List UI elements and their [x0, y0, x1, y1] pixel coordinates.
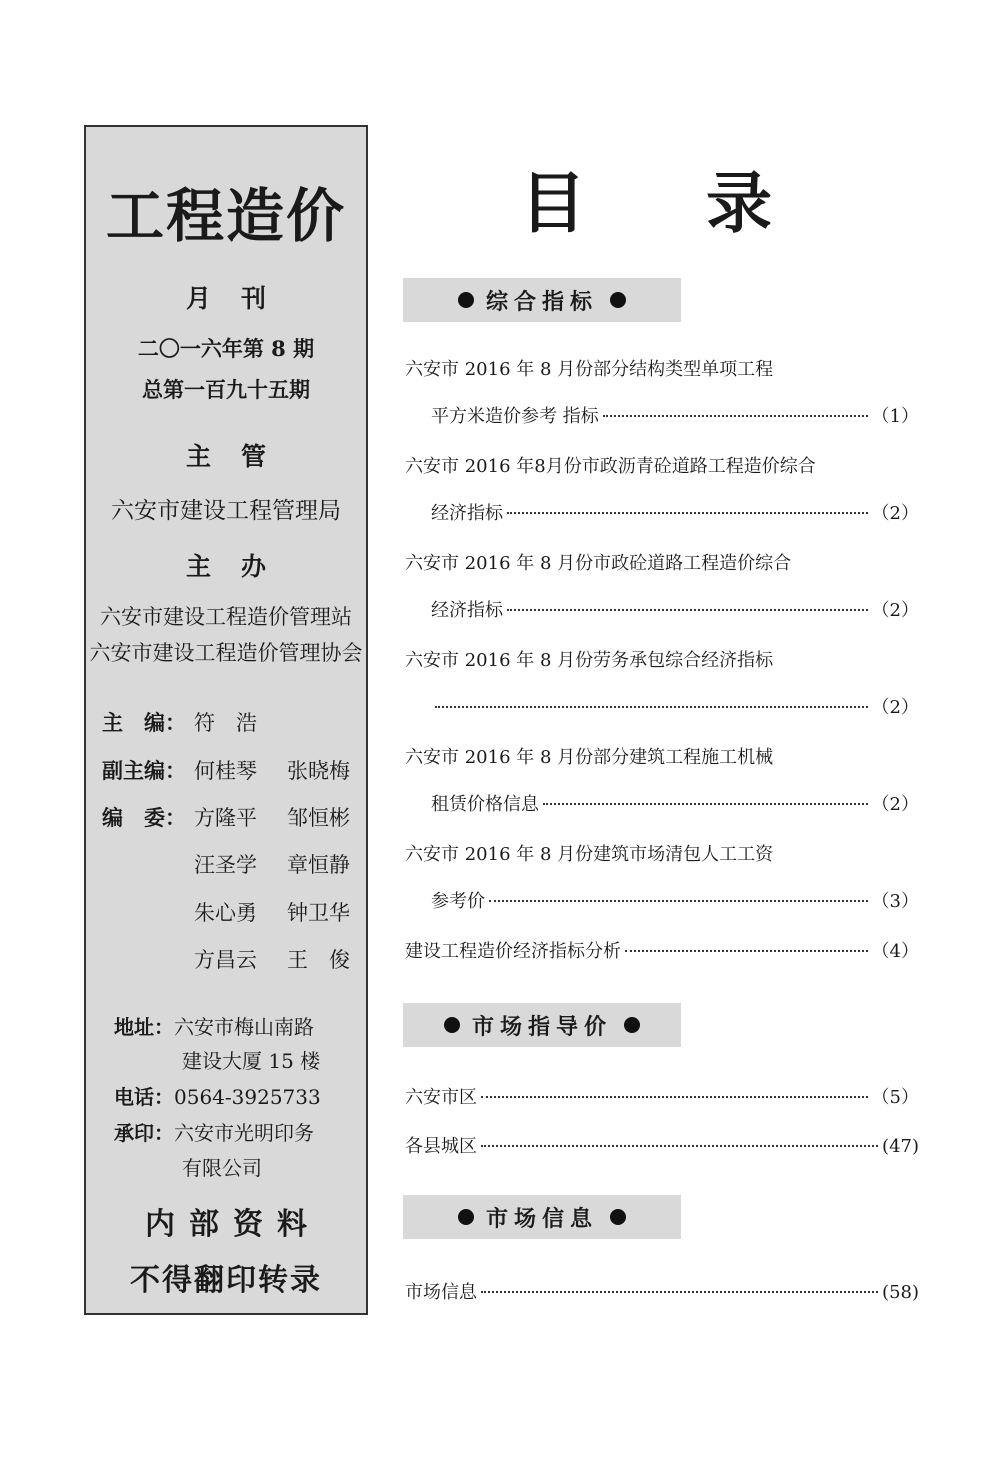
- address-line: [182, 1045, 320, 1074]
- entry-title-cont: 经济指标: [431, 600, 503, 621]
- page-number: （2）: [871, 600, 919, 621]
- phone-line: [114, 1081, 321, 1110]
- supervisor-name: 六安市建设工程管理局: [111, 498, 341, 524]
- printer-value: 六安市光明印务: [174, 1121, 314, 1145]
- phone-label: 电话：: [114, 1085, 174, 1109]
- magazine-title: 工程造价: [105, 182, 346, 250]
- section-heading: 综合指标: [485, 288, 598, 315]
- no-copy-notice: 不得翻印转录: [130, 1263, 322, 1298]
- page-number: （2）: [871, 503, 919, 524]
- dot-leader: [481, 1291, 878, 1293]
- staff-name: 张晓梅: [287, 759, 350, 783]
- dot-leader: [481, 1096, 868, 1098]
- staff-name: 王 俊: [287, 948, 350, 972]
- dot-leader: [435, 706, 868, 708]
- section-header: [403, 1003, 681, 1047]
- staff-name: 章恒静: [287, 853, 350, 877]
- entry-title-cont: 参考价: [431, 891, 485, 912]
- entry-title: 六安市区: [405, 1087, 477, 1108]
- dot-leader: [507, 512, 868, 514]
- staff-name: 方昌云: [194, 948, 257, 972]
- page-number: （5）: [871, 1087, 919, 1108]
- entry-title: 六安市 2016 年 8 月份劳务承包综合经济指标: [405, 650, 774, 671]
- page-number: (58): [882, 1282, 919, 1303]
- section-heading: 市场信息: [485, 1205, 598, 1232]
- address-value: 建设大厦 15 楼: [182, 1049, 321, 1073]
- bullet-dot-icon: [458, 1209, 474, 1225]
- bullet-dot-icon: [610, 1209, 626, 1225]
- masthead-panel: [84, 125, 368, 1315]
- printer-line: [182, 1152, 262, 1181]
- toc-title: 目录: [520, 164, 892, 242]
- dot-leader: [603, 415, 868, 417]
- section-header: [403, 278, 681, 322]
- entry-title: 六安市 2016 年 8 月份市政砼道路工程造价综合: [405, 553, 792, 574]
- page-number: （2）: [871, 794, 919, 815]
- printer-value: 有限公司: [182, 1156, 262, 1180]
- page-number: （4）: [871, 941, 919, 962]
- bullet-dot-icon: [444, 1017, 460, 1033]
- dot-leader: [481, 1145, 878, 1147]
- monthly-label: 月刊: [185, 284, 296, 313]
- entry-title: 建设工程造价经济指标分析: [405, 941, 621, 962]
- entry-title-cont: 平方米造价参考 指标: [431, 406, 599, 427]
- supervisor-heading: 主管: [185, 442, 296, 471]
- staff-label: 副主编：: [102, 758, 186, 783]
- bullet-dot-icon: [458, 292, 474, 308]
- issue-number: 二〇一六年第 8 期: [137, 336, 315, 361]
- address-value: 六安市梅山南路: [174, 1015, 314, 1039]
- page-number: （3）: [871, 891, 919, 912]
- section-header: [403, 1195, 681, 1239]
- printer-line: [114, 1117, 314, 1146]
- entry-title: 市场信息: [405, 1282, 477, 1303]
- staff-name: 邹恒彬: [287, 806, 350, 830]
- dot-leader: [543, 803, 868, 805]
- organizer-name: 六安市建设工程造价管理站: [100, 605, 352, 629]
- entry-title: 各县城区: [405, 1136, 477, 1157]
- section-heading: 市场指导价: [471, 1013, 612, 1040]
- dot-leader: [489, 900, 868, 902]
- organizer-heading: 主办: [185, 552, 296, 581]
- dot-leader: [625, 950, 868, 952]
- phone-value: 0564-3925733: [174, 1085, 321, 1109]
- staff-name: 何桂琴: [194, 759, 257, 783]
- page-number: （2）: [871, 697, 919, 718]
- dot-leader: [507, 609, 868, 611]
- staff-name: 汪圣学: [194, 853, 257, 877]
- address-label: 地址：: [114, 1015, 174, 1039]
- bullet-dot-icon: [624, 1017, 640, 1033]
- organizer-name: 六安市建设工程造价管理协会: [89, 641, 363, 665]
- staff-label: 编 委：: [102, 805, 186, 830]
- internal-notice: 内部资料: [145, 1207, 321, 1242]
- entry-title: 六安市 2016 年 8 月份部分结构类型单项工程: [405, 359, 774, 380]
- address-line: [114, 1011, 314, 1040]
- staff-name: 钟卫华: [287, 901, 350, 925]
- entry-title: 六安市 2016 年 8 月份建筑市场清包人工工资: [405, 844, 774, 865]
- staff-name: 符 浩: [194, 711, 257, 735]
- entry-title: 六安市 2016 年8月份市政沥青砼道路工程造价综合: [405, 456, 816, 477]
- entry-title: 六安市 2016 年 8 月份部分建筑工程施工机械: [405, 747, 774, 768]
- staff-label: 主 编：: [102, 710, 186, 735]
- entry-title-cont: 经济指标: [431, 503, 503, 524]
- staff-name: 朱心勇: [194, 901, 257, 925]
- printer-label: 承印：: [114, 1121, 174, 1145]
- page-number: (47): [882, 1136, 919, 1157]
- staff-name: 方隆平: [194, 806, 257, 830]
- bullet-dot-icon: [610, 292, 626, 308]
- total-issue-number: 总第一百九十五期: [142, 377, 310, 402]
- entry-title-cont: 租赁价格信息: [431, 794, 539, 815]
- page-number: （1）: [871, 406, 919, 427]
